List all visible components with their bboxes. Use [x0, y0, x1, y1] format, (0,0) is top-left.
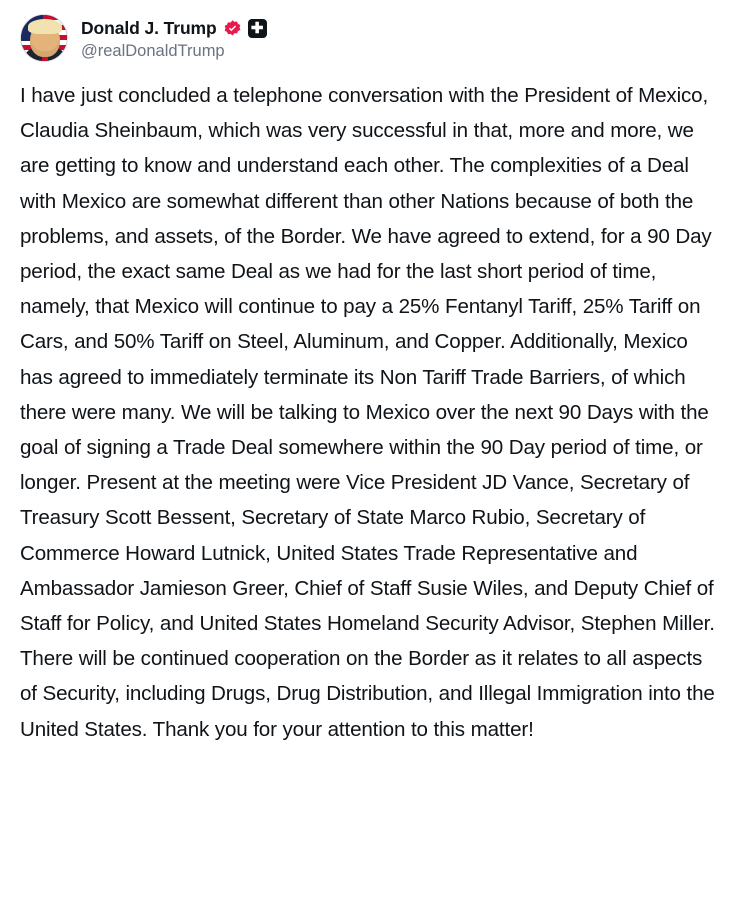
author-info: [81, 14, 267, 62]
verified-check-icon[interactable]: [223, 19, 242, 38]
author-display-name[interactable]: Donald J. Trump: [81, 18, 217, 38]
author-handle[interactable]: @realDonaldTrump: [81, 42, 225, 60]
avatar-hair: [28, 19, 62, 34]
plus-badge-icon[interactable]: ✚: [248, 19, 267, 38]
post-header: [20, 14, 722, 68]
post-text: I have just concluded a telephone conversation with the President of Mexico, Claudia Sheinbaum, which was very successful in that, more and more, we are getting to know and understand each other. The complexities of a Deal with Mexico are somewhat different than other Nations because of both the problems, and assets, of the Border. We have agreed to extend, for a 90 Day period, the exact same Deal as we had for the last short period of time, namely, that Mexico will continue to pay a 25% Fentanyl Tariff, 25% Tariff on Cars, and 50% Tariff on Steel, Aluminum, and Copper. Additionally, Mexico has agreed to immediately terminate its Non Tariff Trade Barriers, of which there were many. We will be talking to Mexico over the next 90 Days with the goal of signing a Trade Deal somewhere within the 90 Day period of time, or longer. Present at the meeting were Vice President JD Vance, Secretary of Treasury Scott Bessent, Secretary of State Marco Rubio, Secretary of Commerce Howard Lutnick, United States Trade Representative and Ambassador Jamieson Greer, Chief of Staff Susie Wiles, and Deputy Chief of Staff for Policy, and United States Homeland Security Advisor, Stephen Miller. There will be continued cooperation on the Border as it relates to all aspects of Security, including Drugs, Drug Distribution, and Illegal Immigration into the United States. Thank you for your attention to this matter!: [20, 84, 715, 741]
author-name-row: [81, 17, 267, 39]
trump-flag-avatar[interactable]: [20, 14, 68, 62]
